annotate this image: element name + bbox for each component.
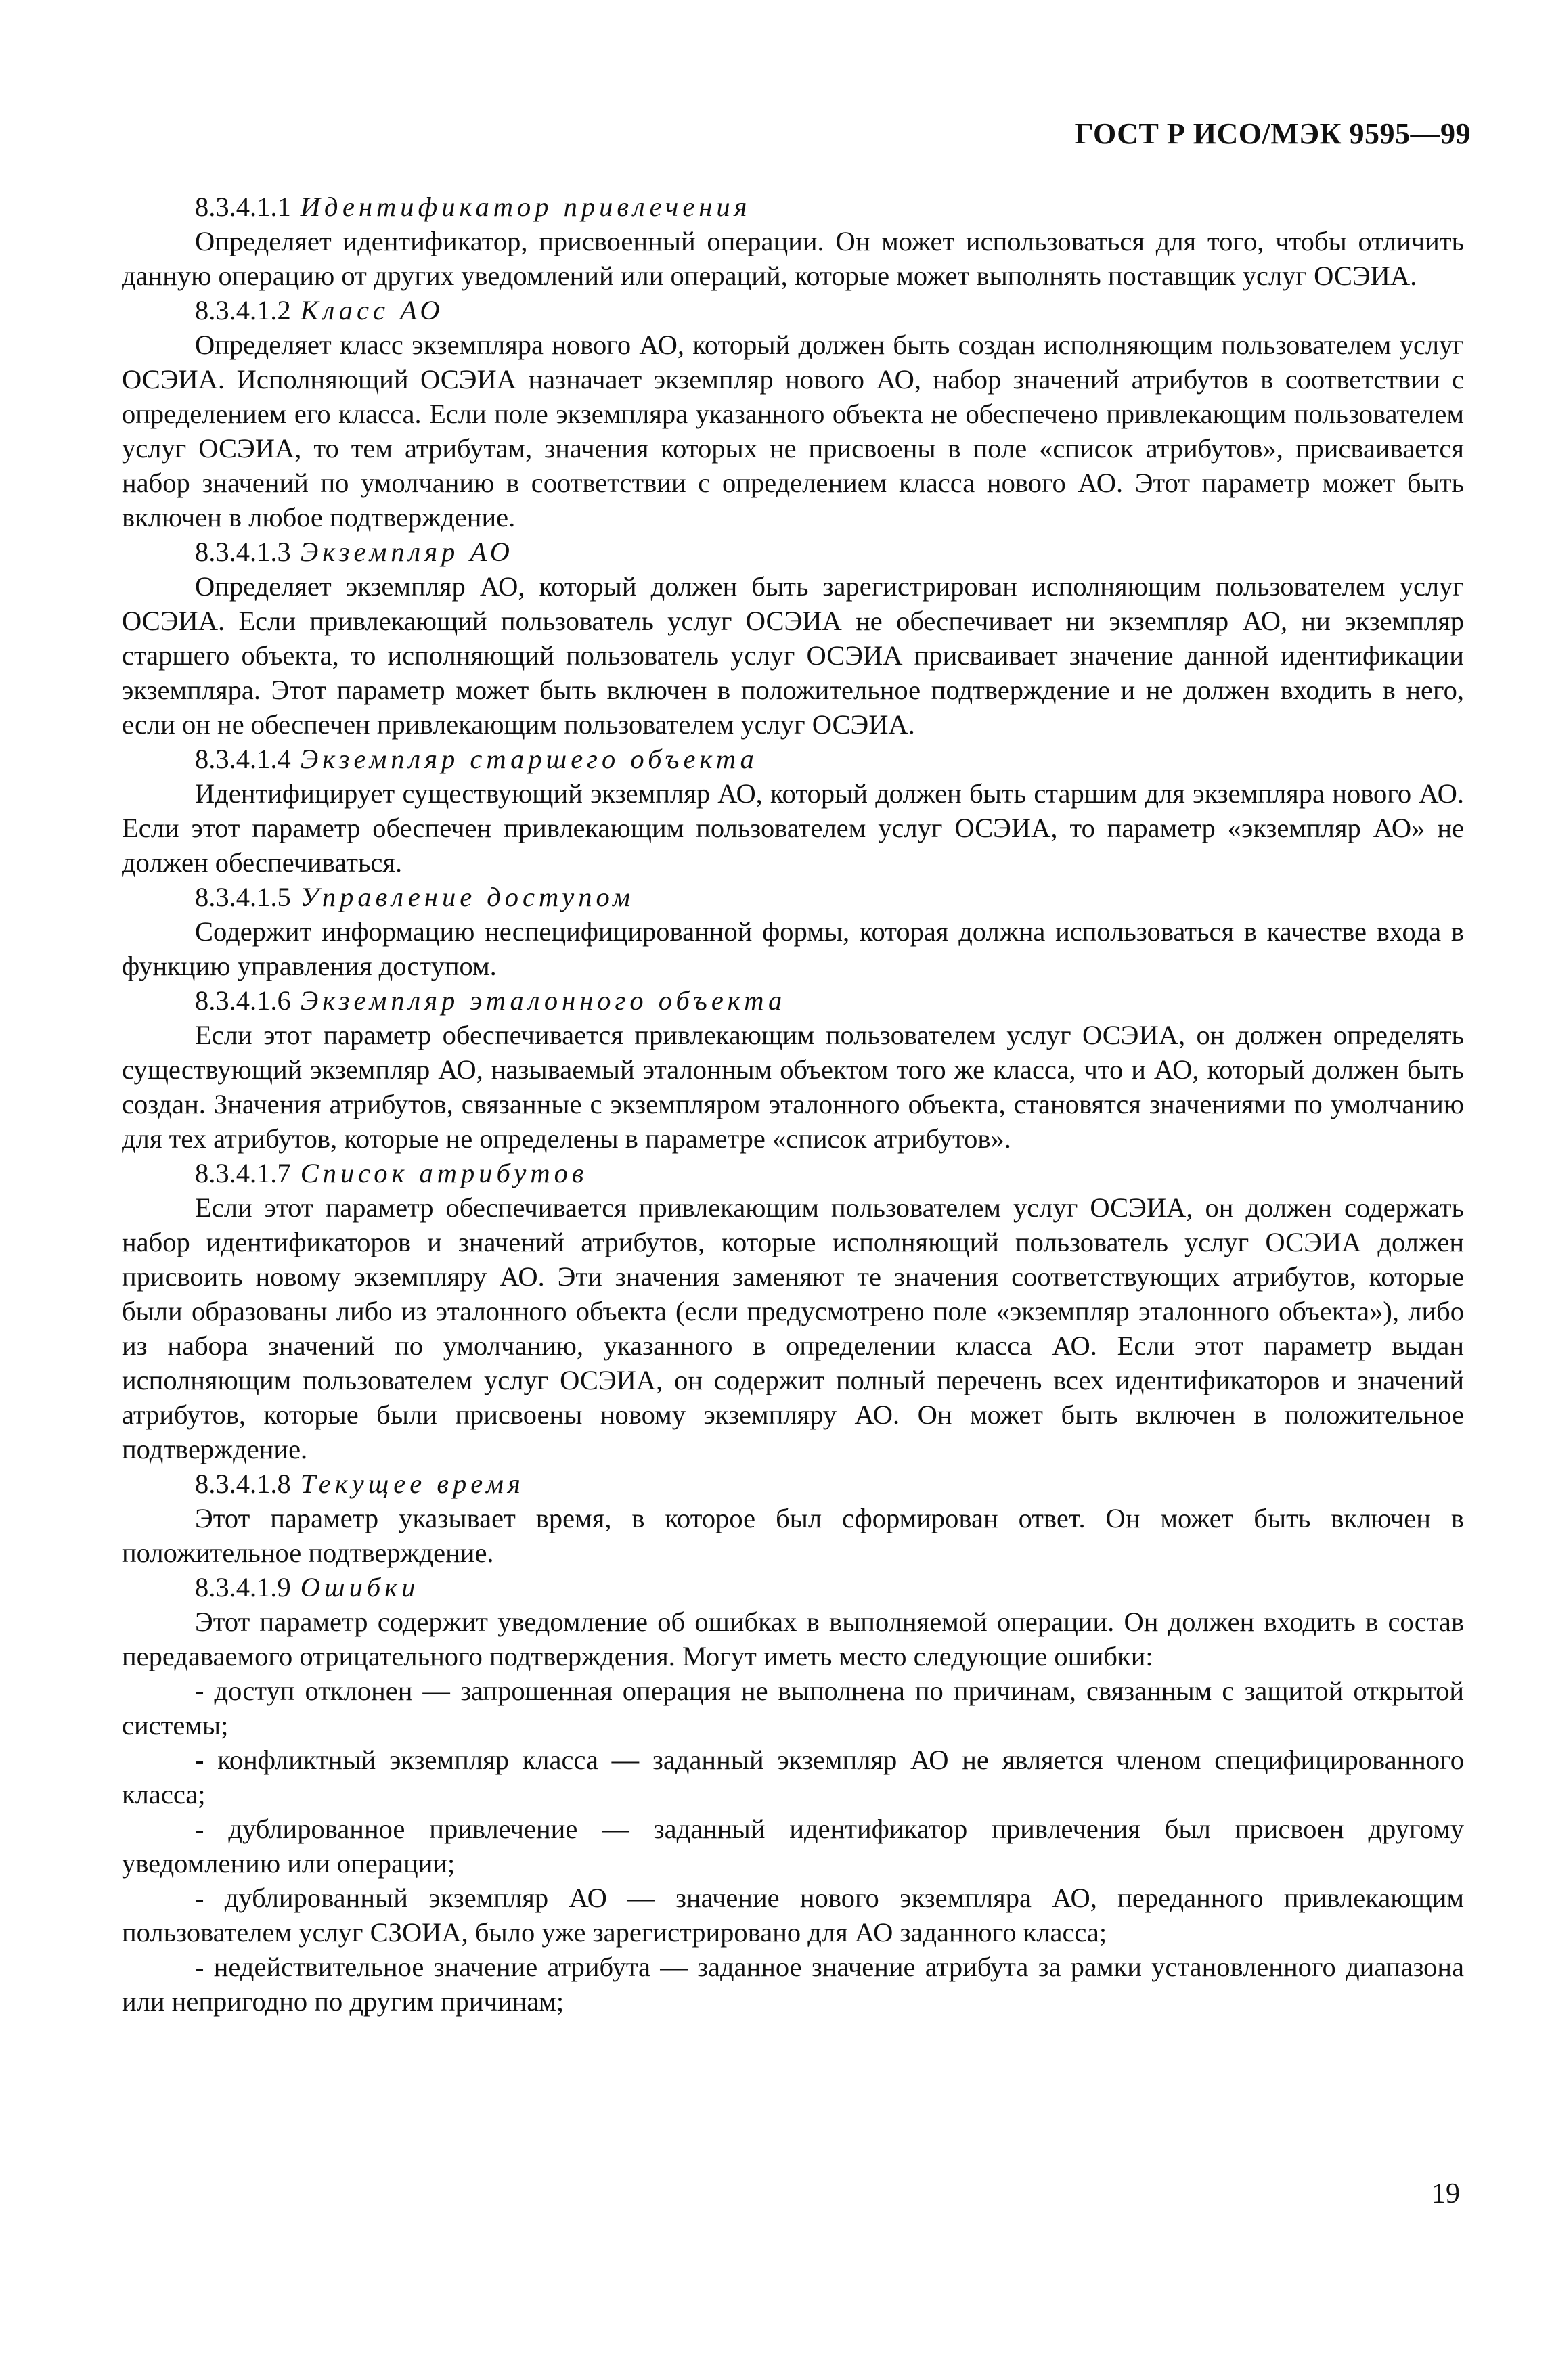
clause-title: Экземпляр старшего объекта [300, 744, 758, 774]
clause-text: Определяет класс экземпляра нового АО, который должен быть создан исполняющим пользователем услуг ОСЭИА. Исполняющий ОСЭИА назначает экземпляр нового АО, набор значений атрибутов в соответствии с определением его класса. Если поле экземпляра указанного объекта не обеспечено привлекающим пользователем услуг ОСЭИА, то тем атрибутам, значения которых не присвоены в поле «список атрибутов», присваивается набор значений по умолчанию в соответствии с определением класса нового АО. Этот параметр может быть включен в любое подтверждение. [122, 330, 1464, 533]
clause-heading [122, 1570, 1464, 1604]
document-body [122, 189, 1464, 2019]
clause-heading [122, 880, 1464, 914]
standard-header: ГОСТ Р ИСО/МЭК 9595—99 [1074, 117, 1471, 150]
error-list-item: - доступ отклонен — запрошенная операция не выполнена по причинам, связанным с защитой открытой системы; [122, 1676, 1464, 1741]
clause-number: 8.3.4.1.3 [195, 537, 291, 567]
clause-heading [122, 742, 1464, 776]
clause-heading [122, 535, 1464, 569]
clause-number: 8.3.4.1.6 [195, 985, 291, 1016]
clause-title: Экземпляр эталонного объекта [300, 985, 786, 1016]
clause-number: 8.3.4.1.1 [195, 192, 291, 222]
clause-text: Этот параметр содержит уведомление об ошибках в выполняемой операции. Он должен входить в состав передаваемого отрицательного подтверждения. Могут иметь место следующие ошибки: [122, 1607, 1464, 1671]
clause-text: Этот параметр указывает время, в которое был сформирован ответ. Он может быть включен в положительное подтверждение. [122, 1503, 1464, 1568]
clause-title: Класс АО [300, 295, 444, 325]
clause-text: Определяет экземпляр АО, который должен быть зарегистрирован исполняющим пользователем услуг ОСЭИА. Если привлекающий пользователь услуг ОСЭИА не обеспечивает ни экземпляр АО, ни экземпляр старшего объекта, то исполняющий пользователь услуг ОСЭИА присваивает значение данной идентификации экземпляра. Этот параметр может быть включен в положительное подтверждение и не должен входить в него, если он не обеспечен привлекающим пользователем услуг ОСЭИА. [122, 571, 1464, 740]
clause-title: Список атрибутов [300, 1158, 588, 1188]
clause-title: Текущее время [300, 1468, 525, 1499]
clause-number: 8.3.4.1.7 [195, 1158, 291, 1188]
clause-heading [122, 293, 1464, 328]
clause-text: Если этот параметр обеспечивается привлекающим пользователем услуг ОСЭИА, он должен содержать набор идентификаторов и значений атрибутов, которые исполняющий пользователь услуг ОСЭИА должен присвоить новому экземпляру АО. Эти значения заменяют те значения соответствующих атрибутов, которые были образованы либо из эталонного объекта (если предусмотрено поле «экземпляр эталонного объекта»), либо из набора значений по умолчанию, указанного в определении класса АО. Если этот параметр выдан исполняющим пользователем услуг ОСЭИА, он содержит полный перечень всех идентификаторов и значений атрибутов, которые были присвоены новому экземпляру АО. Он может быть включен в положительное подтверждение. [122, 1192, 1464, 1464]
error-list-item: - дублированное привлечение — заданный идентификатор привлечения был присвоен другому уведомлению или операции; [122, 1814, 1464, 1879]
clause-text: Если этот параметр обеспечивается привлекающим пользователем услуг ОСЭИА, он должен определять существующий экземпляр АО, называемый эталонным объектом того же класса, что и АО, который должен быть создан. Значения атрибутов, связанные с экземпляром эталонного объекта, становятся значениями по умолчанию для тех атрибутов, которые не определены в параметре «список атрибутов». [122, 1020, 1464, 1154]
clause-heading [122, 983, 1464, 1018]
error-list-item: - недействительное значение атрибута — заданное значение атрибута за рамки установленного диапазона или непригодно по другим причинам; [122, 1952, 1464, 2017]
clause-number: 8.3.4.1.8 [195, 1468, 291, 1499]
clause-heading [122, 1466, 1464, 1501]
clause-text: Определяет идентификатор, присвоенный операции. Он может использоваться для того, чтобы отличить данную операцию от других уведомлений или операций, которые может выполнять поставщик услуг ОСЭИА. [122, 226, 1464, 291]
clause-text: Идентифицирует существующий экземпляр АО, который должен быть старшим для экземпляра нового АО. Если этот параметр обеспечен привлекающим пользователем услуг ОСЭИА, то параметр «экземпляр АО» не должен обеспечиваться. [122, 778, 1464, 878]
clause-title: Ошибки [300, 1572, 420, 1602]
error-list-item: - дублированный экземпляр АО — значение нового экземпляра АО, переданного привлекающим пользователем услуг СЗОИА, было уже зарегистрировано для АО заданного класса; [122, 1883, 1464, 1948]
clause-number: 8.3.4.1.4 [195, 744, 291, 774]
clause-number: 8.3.4.1.2 [195, 295, 291, 325]
clause-heading [122, 189, 1464, 224]
error-list-item: - конфликтный экземпляр класса — заданный экземпляр АО не является членом специфицированного класса; [122, 1745, 1464, 1810]
clause-heading [122, 1156, 1464, 1190]
clause-text: Содержит информацию неспецифицированной формы, которая должна использоваться в качестве входа в функцию управления доступом. [122, 916, 1464, 981]
clause-title: Экземпляр АО [300, 537, 514, 567]
clause-number: 8.3.4.1.9 [195, 1572, 291, 1602]
page-number: 19 [1432, 2178, 1460, 2209]
clause-title: Идентификатор привлечения [300, 192, 751, 222]
clause-number: 8.3.4.1.5 [195, 882, 291, 912]
clause-title: Управление доступом [300, 882, 635, 912]
